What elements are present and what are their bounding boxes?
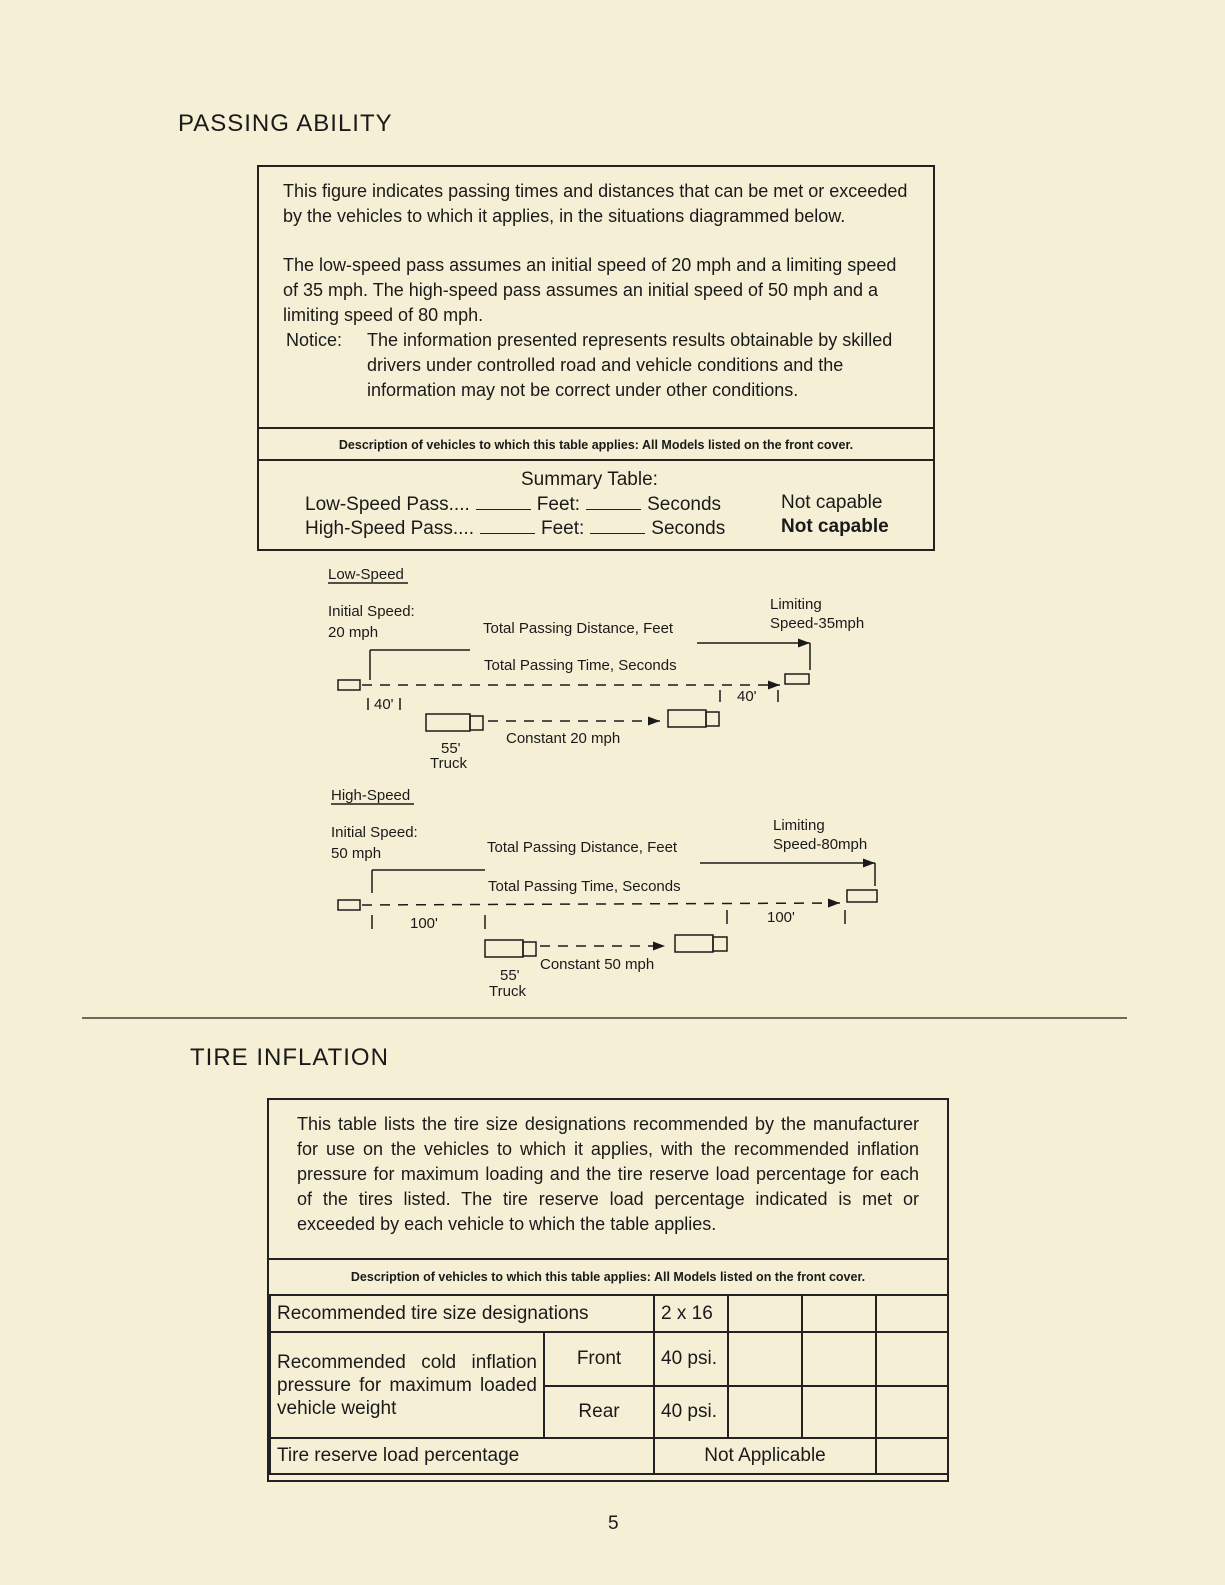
rear-label: Rear [544,1386,654,1438]
summary-status-high: Not capable [781,516,889,537]
low-truck-length: 55' [441,740,461,757]
low-truck-label: Truck [430,755,467,772]
summary-feet: Feet: [536,494,581,515]
car-icon [338,900,360,910]
low-initial-label: Initial Speed: [328,603,415,620]
reserve-value: Not Applicable [654,1438,876,1474]
passing-para-2: The low-speed pass assumes an initial speed of 20 mph and a limiting speed of 35 mph. The high-speed pass assumes an initial speed of 50 mph and a limiting speed of 80 mph. [283,255,897,325]
summary-seconds: Seconds [651,518,726,539]
car-icon [338,680,360,690]
low-constant: Constant 20 mph [506,730,621,747]
notice-text: The information presented represents results obtainable by skilled drivers under controlled road and vehicle conditions and the information may not be correct under other conditions. [367,330,893,400]
low-limiting-value: Speed-35mph [770,615,865,632]
page-number: 5 [608,1513,619,1534]
high-truck-length: 55' [500,967,520,984]
low-initial-value: 20 mph [328,624,379,641]
high-truck-label: Truck [489,983,526,1000]
high-limiting-label: Limiting [773,817,825,834]
summary-title: Summary Table: [521,469,658,490]
size-label: Recommended tire size designations [270,1295,654,1332]
low-limiting-label: Limiting [770,596,822,613]
tire-description-row [269,1258,947,1296]
vehicle-description: Description of vehicles to which this table applies: All Models listed on the front cover. [338,438,854,452]
high-distance-label: Total Passing Distance, Feet [487,839,678,856]
notice-label: Notice: [286,330,343,350]
section-title-tire-inflation: TIRE INFLATION [190,1044,389,1071]
tire-para: This table lists the tire size designations recommended by the manufacturer for use on the vehicles to which it applies, with the recommended inflation pressure for maximum loading and the tire reserve load percentage for each of the tires listed. The tire reserve load percentage indicated is met or exceeded by each vehicle to which the table applies. [297,1114,919,1234]
front-value: 40 psi. [654,1332,728,1386]
low-speed-heading: Low-Speed [328,566,404,583]
low-gap-right: 40' [737,688,757,705]
high-time-label: Total Passing Time, Seconds [488,878,681,895]
truck-icon [668,710,706,727]
high-constant: Constant 50 mph [540,956,655,973]
summary-label: Low-Speed Pass.... [305,494,470,515]
car-icon [847,890,877,902]
summary-status-low: Not capable [781,492,883,513]
summary-seconds: Seconds [647,494,722,515]
car-icon [785,674,809,684]
high-initial-label: Initial Speed: [331,824,418,841]
low-gap-left: 40' [374,696,394,713]
pressure-label: Recommended cold inflation pressure for maximum loaded vehicle weight [270,1332,544,1438]
truck-icon [426,714,470,731]
high-limiting-value: Speed-80mph [773,836,868,853]
reserve-label: Tire reserve load percentage [270,1438,654,1474]
high-speed-heading: High-Speed [331,787,411,804]
rear-value: 40 psi. [654,1386,728,1438]
high-gap-left: 100' [410,915,438,932]
low-distance-label: Total Passing Distance, Feet [483,620,674,637]
summary-label: High-Speed Pass.... [305,518,474,539]
section-title-passing-ability: PASSING ABILITY [178,110,393,137]
tire-table [269,1294,949,1475]
truck-icon [675,935,713,952]
truck-icon [485,940,523,957]
front-label: Front [544,1332,654,1386]
passing-para-1: This figure indicates passing times and distances that can be met or exceeded by the vehicles to which it applies, in the situations diagrammed below. [283,181,908,226]
high-initial-value: 50 mph [331,845,382,862]
tire-vehicle-description: Description of vehicles to which this table applies: All Models listed on the front cover. [350,1270,866,1284]
low-time-label: Total Passing Time, Seconds [484,657,677,674]
high-gap-right: 100' [767,909,795,926]
size-value: 2 x 16 [654,1295,728,1332]
summary-feet: Feet: [540,518,585,539]
